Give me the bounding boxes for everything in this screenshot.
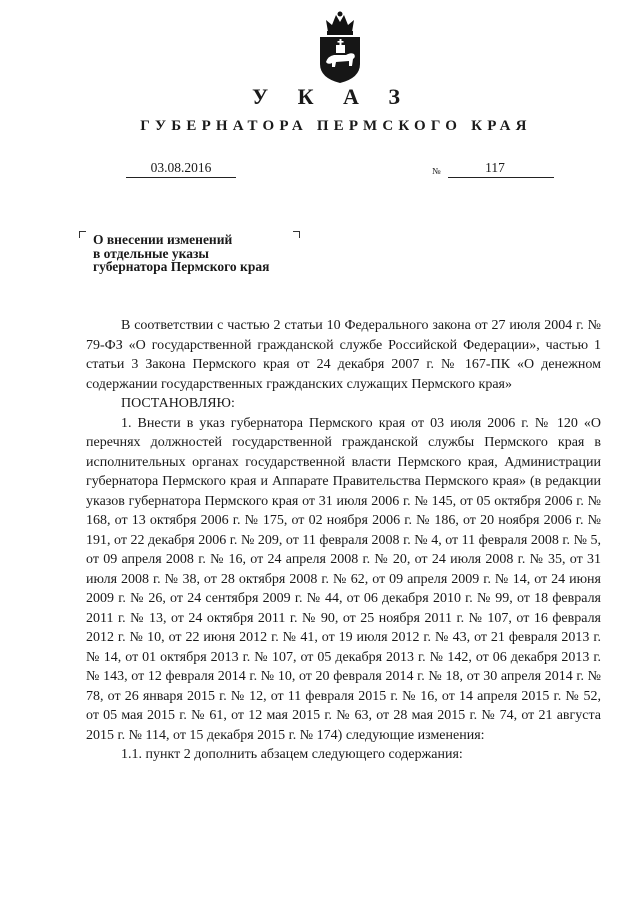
subject-line: губернатора Пермского края	[93, 259, 270, 274]
item-1-paragraph: 1. Внести в указ губернатора Пермского края от 03 июля 2006 г. № 120 «О перечнях должностей государственной гражданской службы Пермского края в исполнительных органах государственной власти Пермского края, Администрации губернатора Пермского края и Аппарате Правительства Пермского края» (в редакции указов губернатора Пермского края от 31 июля 2006 г. № 145, от 05 октября 2006 г. № 168, от 13 октября 2006 г. № 175, от 02 ноября 2006 г. № 186, от 20 ноября 2006 г. № 191, от 22 декабря 2006 г. № 209, от 11 февраля 2008 г. № 4, от 11 февраля 2008 г. № 5, от 09 апреля 2008 г. № 16, от 24 апреля 2008 г. № 20, от 24 июля 2008 г. № 35, от 31 июля 2008 г. № 38, от 28 октября 2008 г. № 62, от 09 апреля 2009 г. № 14, от 24 июня 2009 г. № 26, от 24 сентября 2009 г. № 44, от 06 декабря 2010 г. № 99, от 18 февраля 2011 г. № 13, от 24 октября 2011 г. № 90, от 25 ноября 2011 г. № 107, от 16 февраля 2012 г. № 10, от 22 июня 2012 г. № 41, от 19 июля 2012 г. № 43, от 21 февраля 2013 г. № 14, от 01 октября 2013 г. № 107, от 05 декабря 2013 г. № 142, от 06 декабря 2013 г. № 143, от 12 февраля 2014 г. № 10, от 20 февраля 2014 г. № 18, от 30 апреля 2014 г. № 78, от 26 января 2015 г. № 12, от 11 февраля 2015 г. № 16, от 14 апреля 2015 г. № 52, от 05 мая 2015 г. № 61, от 12 мая 2015 г. № 63, от 28 мая 2015 г. № 74, от 21 августа 2015 г. № 114, от 15 декабря 2015 г. № 174) следующие изменения:	[86, 415, 601, 743]
decree-number: 117	[448, 160, 554, 178]
preamble-paragraph: В соответствии с частью 2 статьи 10 Федерального закона от 27 июля 2004 г. № 79-ФЗ «О государственной гражданской службе Российской Федерации», частью 1 статьи 3 Закона Пермского края от 24 декабря 2007 г. № 167-ПК «О денежном содержании государственных гражданских служащих Пермского края»	[86, 318, 601, 392]
decree-date: 03.08.2016	[126, 160, 236, 178]
decree-body	[86, 316, 601, 765]
subject-corner-mark-left	[79, 231, 86, 238]
resolve-heading: ПОСТАНОВЛЯЮ:	[121, 396, 235, 411]
coat-of-arms-icon	[314, 10, 366, 84]
subject-line: О внесении изменений	[93, 232, 233, 247]
item-1-1-paragraph: 1.1. пункт 2 дополнить абзацем следующего содержания:	[121, 747, 463, 762]
subject-line: в отдельные указы	[93, 245, 209, 261]
decree-title: У К А З	[251, 84, 413, 109]
decree-subject	[93, 233, 323, 274]
issuer-title: ГУБЕРНАТОРА ПЕРМСКОГО КРАЯ	[140, 118, 532, 134]
number-label: №	[432, 166, 441, 176]
